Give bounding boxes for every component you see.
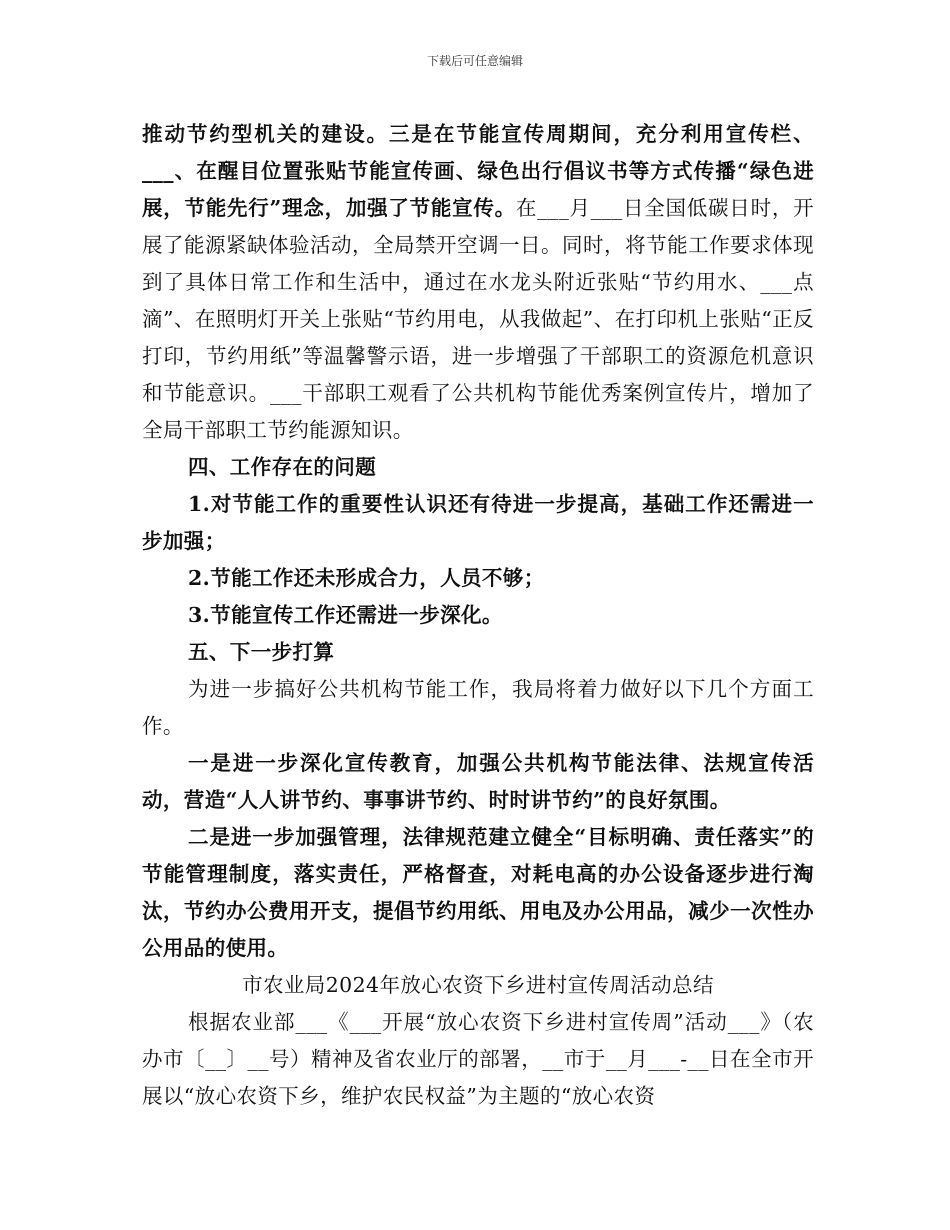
paragraph-energy-campaign (142, 116, 814, 449)
paragraph-normal-text: 在___月___日全国低碳日时，开展了能源紧缺体验活动，全局禁开空调一日。同时，将节能工作要求体现到了具体日常工作和生活中，通过在水龙头附近张贴“节约用水、___点滴”、在照明灯开关上张贴“节约用电，从我做起”、在打印机上张贴“正反打印，节约用纸”等温馨警示语，进一步增强了干部职工的资源危机意识和节能意识。___干部职工观看了公共机构节能优秀案例宣传片，增加了全局干部职工节约能源知识。 (142, 196, 814, 442)
problem-item-3: 3.节能宣传工作还需进一步深化。 (188, 603, 503, 627)
paragraph-bold-text: 推动节约型机关的建设。三是在节能宣传周期间，充分利用宣传栏、___、在醒目位置张贴节能宣传画、绿色出行倡议书等方式传播“绿色进展，节能先行”理念，加强了节能宣传。 (142, 122, 814, 220)
next-step-point-2: 二是进一步加强管理，法律规范建立健全“目标明确、责任落实”的节能管理制度，落实责任，严格督查，对耗电高的办公设备逐步进行淘汰，节约办公费用开支，提倡节约用纸、用电及办公用品，减少一次性办公用品的使用。 (142, 825, 814, 960)
problem-item-1: 1.对节能工作的重要性认识还有待进一步提高，基础工作还需进一步加强； (142, 492, 814, 553)
next-steps-intro: 为进一步搞好公共机构节能工作，我局将着力做好以下几个方面工作。 (142, 677, 814, 738)
page-header: 下载后可任意编辑 (426, 54, 523, 68)
summary-paragraph: 根据农业部___《___开展“放心农资下乡进村宣传周”活动___》（农办市〔__〕__号）精神及省农业厅的部署，__市于__月___-__日在全市开展以“放心农资下乡，维护农民权益”为主题的“放心农资 (142, 1010, 814, 1108)
document-body (142, 116, 814, 1115)
next-step-point-1: 一是进一步深化宣传教育，加强公共机构节能法律、法规宣传活动，营造“人人讲节约、事事讲节约、时时讲节约”的良好氛围。 (142, 751, 814, 812)
problem-item-2: 2.节能工作还未形成合力，人员不够； (188, 566, 545, 590)
document-title: 市农业局2024年放心农资下乡进村宣传周活动总结 (242, 973, 714, 997)
section-heading-problems: 四、工作存在的问题 (188, 455, 377, 479)
section-heading-next-steps: 五、下一步打算 (188, 640, 335, 664)
